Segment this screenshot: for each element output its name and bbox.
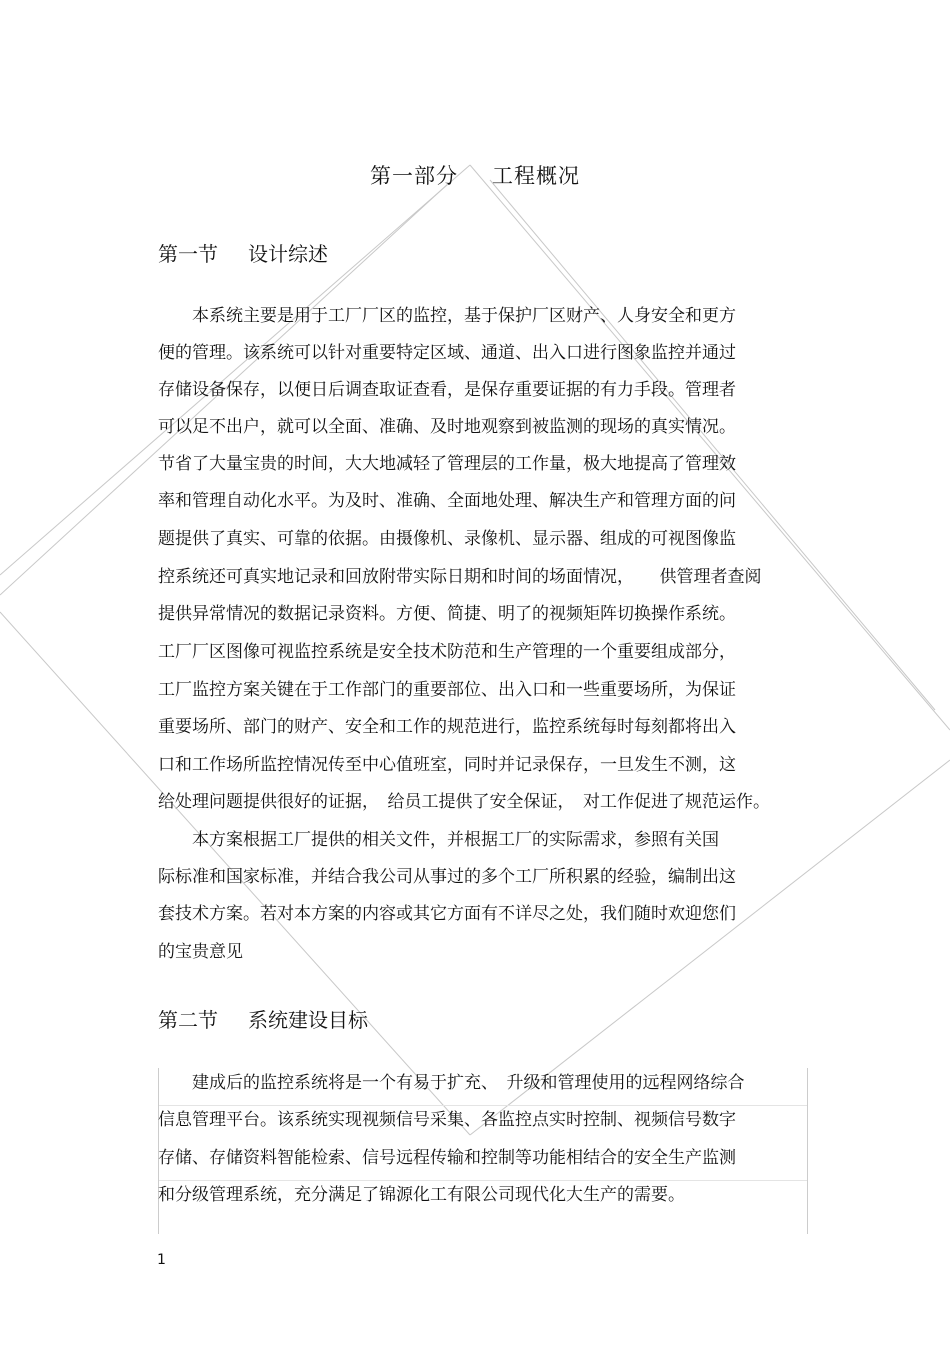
- paragraph-line: 工厂厂区图像可视监控系统是安全技术防范和生产管理的一个重要组成部分，: [158, 642, 736, 662]
- paragraph-line: 际标准和国家标准，并结合我公司从事过的多个工厂所积累的经验，编制出这: [158, 867, 736, 887]
- section-name: 系统建设目标: [248, 1008, 368, 1032]
- paragraph-line: 存储设备保存，以便日后调查取证查看，是保存重要证据的有力手段。管理者: [158, 380, 736, 400]
- paragraph-line: 可以足不出户，就可以全面、准确、及时地观察到被监测的现场的真实情况。: [158, 417, 736, 437]
- paragraph-line: 信息管理平台。该系统实现视频信号采集、各监控点实时控制、视频信号数字: [158, 1110, 736, 1130]
- page-number: 1: [157, 1252, 166, 1268]
- paragraph-line: 重要场所、部门的财产、安全和工作的规范进行，监控系统每时每刻都将出入: [158, 717, 736, 737]
- paragraph-line: 口和工作场所监控情况传至中心值班室，同时并记录保存，一旦发生不测，这: [158, 755, 736, 775]
- paragraph-line: 节省了大量宝贵的时间，大大地减轻了管理层的工作量，极大地提高了管理效: [158, 454, 736, 474]
- section-name: 设计综述: [248, 242, 328, 266]
- paragraph-line: 给处理问题提供很好的证据， 给员工提供了安全保证， 对工作促进了规范运作。: [158, 792, 770, 812]
- paragraph-line: 套技术方案。若对本方案的内容或其它方面有不详尽之处，我们随时欢迎您们: [158, 904, 736, 924]
- page-title: [0, 160, 950, 190]
- paragraph-line: 控系统还可真实地记录和回放附带实际日期和时间的场面情况， 供管理者查阅: [158, 567, 762, 587]
- paragraph-line: 率和管理自动化水平。为及时、准确、全面地处理、解决生产和管理方面的问: [158, 491, 736, 511]
- paragraph-line: 本方案根据工厂提供的相关文件，并根据工厂的实际需求，参照有关国: [158, 830, 719, 850]
- paragraph-line: 存储、存储资料智能检索、信号远程传输和控制等功能相结合的安全生产监测: [158, 1148, 736, 1168]
- section-heading-1: [158, 238, 328, 267]
- paragraph-line: 便的管理。该系统可以针对重要特定区域、通道、出入口进行图象监控并通过: [158, 343, 736, 363]
- section-number: 第一节: [158, 242, 218, 266]
- paragraph-line: 的宝贵意见: [158, 942, 243, 962]
- section-heading-2: [158, 1004, 368, 1033]
- paragraph-line: 提供异常情况的数据记录资料。方便、简捷、明了的视频矩阵切换操作系统。: [158, 604, 736, 624]
- paragraph-line: 建成后的监控系统将是一个有易于扩充、 升级和管理使用的远程网络综合: [158, 1073, 745, 1093]
- title-name: 工程概况: [492, 164, 580, 188]
- section-number: 第二节: [158, 1008, 218, 1032]
- title-part: 第一部分: [370, 164, 458, 188]
- paragraph-line: 和分级管理系统，充分满足了锦源化工有限公司现代化大生产的需要。: [158, 1185, 685, 1205]
- paragraph-line: 工厂监控方案关键在于工作部门的重要部位、出入口和一些重要场所，为保证: [158, 680, 736, 700]
- paragraph-line: 题提供了真实、可靠的依据。由摄像机、录像机、显示器、组成的可视图像监: [158, 529, 736, 549]
- paragraph-line: 本系统主要是用于工厂厂区的监控，基于保护厂区财产、人身安全和更方: [158, 306, 736, 326]
